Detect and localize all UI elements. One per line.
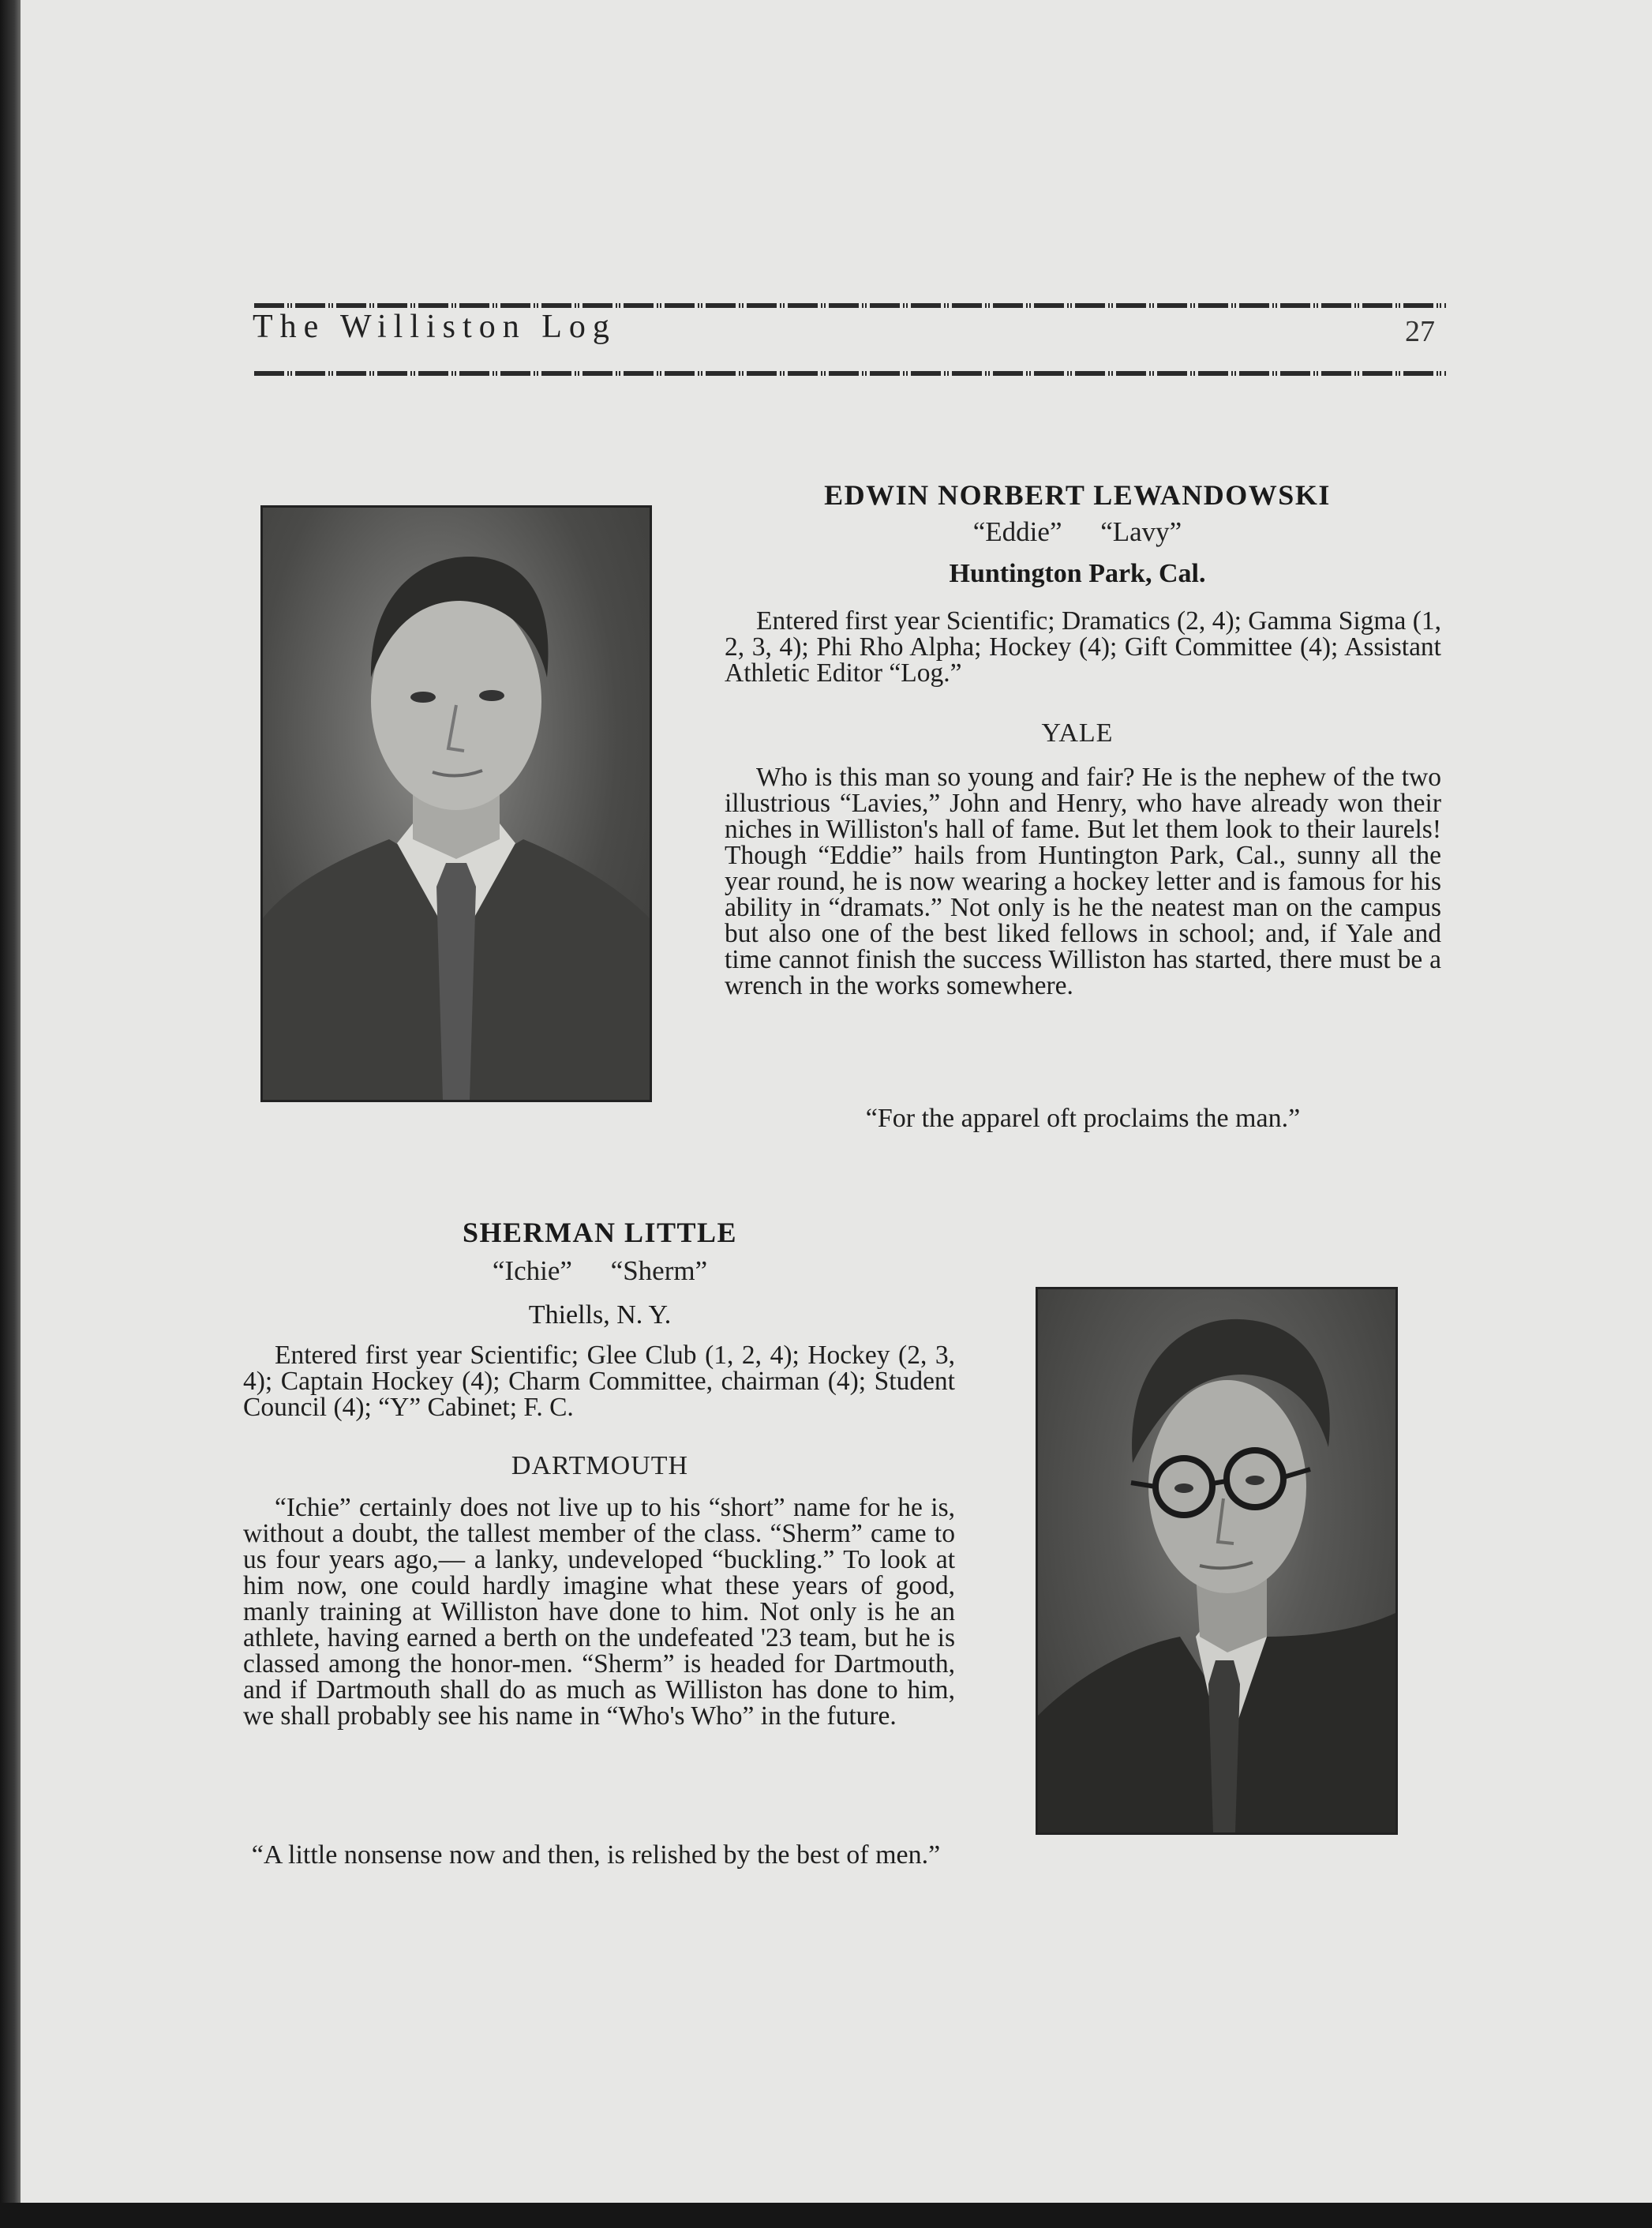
entry-1-quote: “For the apparel oft proclaims the man.” bbox=[865, 1104, 1301, 1133]
page-number: 27 bbox=[1405, 315, 1435, 348]
entry-1-name: EDWIN NORBERT LEWANDOWSKI bbox=[824, 479, 1331, 511]
entry-2-college: DARTMOUTH bbox=[511, 1451, 689, 1480]
entry-1-biography: Who is this man so young and fair? He is the nephew of the two illustrious “Lavies,” John and Henry, who have already won their niches in Williston's hall of fame. But let them look to their laurels! Though “Eddie” hails from Huntington Park, Cal., sunny all the year round, he is now wearing a hockey letter and is famous for his ability in “dramats.” Not only is he the neatest man on the campus but also one of the best liked fellows in school; and, if Yale and time cannot finish the success Williston has started, there must be a wrench in the works somewhere. bbox=[725, 763, 1441, 1000]
entry-2-name: SHERMAN LITTLE bbox=[462, 1217, 738, 1248]
entry-2-hometown: Thiells, N. Y. bbox=[528, 1300, 672, 1330]
portrait-photo-lewandowski bbox=[260, 505, 652, 1102]
portrait-illustration-little bbox=[1038, 1289, 1395, 1832]
entry-1-nicknames: “Eddie” “Lavy” bbox=[972, 516, 1182, 547]
header-rule-bottom bbox=[254, 371, 1446, 376]
book-spine-shadow bbox=[0, 0, 21, 2228]
running-header-title: The Williston Log bbox=[253, 309, 616, 345]
entry-1-college: YALE bbox=[1041, 718, 1114, 748]
portrait-illustration-lewandowski bbox=[263, 508, 650, 1100]
entry-2-quote: “A little nonsense now and then, is relished by the best of men.” bbox=[251, 1840, 941, 1870]
portrait-photo-little bbox=[1036, 1287, 1398, 1835]
entry-2-nicknames: “Ichie” “Sherm” bbox=[492, 1255, 708, 1286]
entry-1-hometown: Huntington Park, Cal. bbox=[949, 559, 1206, 588]
entry-2-biography: “Ichie” certainly does not live up to his “short” name for he is, without a doubt, the tallest member of the class. “Sherm” came to us four years ago,— a lanky, undeveloped “buckling.” To look at him now, one could hardly imagine what these years of good, manly training at Williston have done to him. Not only is he an athlete, having earned a berth on the undefeated '23 team, but he is classed among the honor-men. “Sherm” is headed for Dartmouth, and if Dartmouth shall do as much as Williston has done to him, we shall probably see his name in “Who's Who” in the future. bbox=[243, 1493, 955, 1731]
entry-2-activities: Entered first year Scientific; Glee Club (1, 2, 4); Hockey (2, 3, 4); Captain Hockey (4); Charm Committee, chairman (4); Student Council (4); “Y” Cabinet; F. C. bbox=[243, 1341, 955, 1422]
page-bottom-shadow bbox=[0, 2203, 1652, 2228]
entry-1-activities: Entered first year Scientific; Dramatics (2, 4); Gamma Sigma (1, 2, 3, 4); Phi Rho Alpha; Hockey (4); Gift Committee (4); Assistant Athletic Editor “Log.” bbox=[725, 606, 1441, 688]
